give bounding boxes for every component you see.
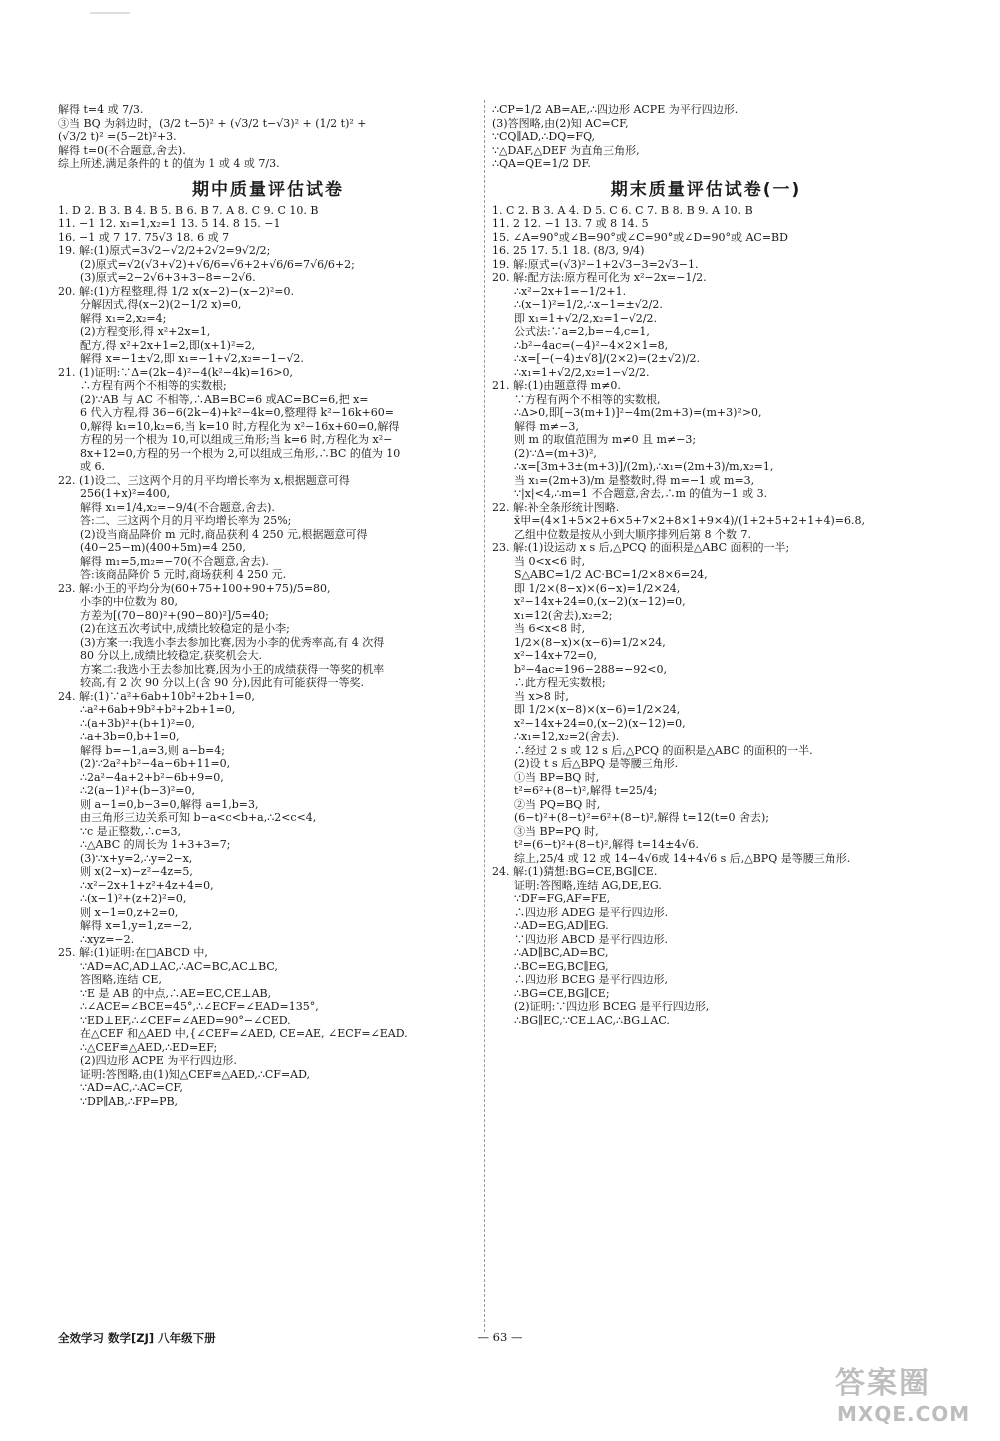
answer-line: ∵△DAF,△DEF 为直角三角形,: [492, 143, 640, 157]
answer-line: (2)在这五次考试中,成绩比较稳定的是小李;: [80, 622, 290, 635]
answer-line: 当 x>8 时,: [514, 689, 569, 703]
answer-line: 小李的中位数为 80,: [80, 595, 178, 608]
column-divider: [484, 100, 485, 1332]
answer-line: 由三角形三边关系可知 b−a<c<b+a,∴2<c<4,: [80, 811, 317, 824]
answer-line: ①当 BP=BQ 时,: [514, 770, 600, 784]
answer-line: 分解因式,得(x−2)(2−1/2 x)=0,: [80, 298, 242, 311]
section-title: 期末质量评估试卷(一): [610, 179, 802, 200]
answer-line: ∴x²−2x+1=−1/2+1.: [514, 284, 627, 298]
scan-mark: [90, 12, 130, 14]
answer-line: 解得 m₁=5,m₂=−70(不合题意,舍去).: [80, 554, 269, 568]
answer-line: 22. 解:补全条形统计图略.: [492, 500, 620, 514]
answer-line: ∵CQ∥AD,∴DQ=FQ,: [492, 130, 596, 143]
answer-line: 证明:答图略,由(1)知△CEF≌△AED,∴CF=AD,: [80, 1067, 311, 1081]
answer-line: (3)答图略,由(2)知 AC=CF,: [492, 116, 629, 130]
answer-line: t²=6²+(8−t)²,解得 t=25/4;: [514, 784, 658, 797]
answer-line: 公式法:∵a=2,b=−4,c=1,: [514, 325, 650, 338]
answer-line: 22. (1)设二、三这两个月的月平均增长率为 x,根据题意可得: [58, 473, 350, 487]
answer-line: ③当 BP=PQ 时,: [514, 824, 599, 838]
answer-line: 25. 解:(1)证明:在□ABCD 中,: [58, 946, 208, 959]
answer-line: (6−t)²+(8−t)²=6²+(8−t)²,解得 t=12(t=0 舍去);: [514, 811, 769, 824]
answer-line: ②当 PQ=BQ 时,: [514, 797, 601, 811]
answer-line: ∵|x|<4,∴m=1 不合题意,舍去,∴m 的值为−1 或 3.: [514, 487, 768, 500]
answer-line: ∴(x−1)²+(z+2)²=0,: [80, 892, 187, 905]
answer-line: 方差为[(70−80)²+(90−80)²]/5=40;: [80, 608, 269, 622]
answer-line: ∴四边形 BCEG 是平行四边形,: [514, 973, 669, 986]
answer-line: ∴△ABC 的周长为 1+3+3=7;: [80, 838, 231, 851]
answer-line: ∴a+3b=0,b+1=0,: [80, 730, 180, 743]
answer-line: 当 x₁=(2m+3)/m 是整数时,得 m=−1 或 m=3,: [514, 473, 755, 487]
answer-line: 当 6<x<8 时,: [514, 622, 586, 635]
answer-line: 1/2×(8−x)×(x−6)=1/2×24,: [514, 635, 666, 649]
answer-line: ∴AD=EG,AD∥EG.: [514, 919, 609, 932]
answer-line: (√3/2 t)² =(5−2t)²+3.: [58, 130, 177, 143]
answer-line: ∴x=[−(−4)±√8]/(2×2)=(2±√2)/2.: [514, 352, 700, 365]
answer-line: 综上,25/4 或 12 或 14−4√6或 14+4√6 s 后,△BPQ 是等腰三角形.: [514, 851, 851, 865]
answer-line: 或 6.: [80, 460, 105, 473]
answer-line: (2)四边形 ACPE 为平行四边形.: [80, 1054, 237, 1067]
answer-line: ∴2(a−1)²+(b−3)²=0,: [80, 784, 195, 797]
answer-line: ∵E 是 AB 的中点,∴AE=EC,CE⊥AB,: [80, 986, 272, 1000]
watermark-logo: [835, 1358, 975, 1432]
answer-line: 则 x−1=0,z+2=0,: [80, 905, 179, 919]
answer-line: 11. −1 12. x₁=1,x₂=1 13. 5 14. 8 15. −1: [58, 217, 281, 230]
answer-line: ∴BG=CE,BG∥CE;: [514, 986, 610, 1000]
answer-line: 19. 解:(1)原式=3√2−√2/2+2√2=9√2/2;: [58, 244, 271, 257]
answer-line: 在△CEF 和△AED 中,{∠CEF=∠AED, CE=AE, ∠ECF=∠EAD.: [80, 1027, 408, 1040]
watermark-url: MXQE.COM: [837, 1402, 971, 1426]
answer-line: ∴xyz=−2.: [80, 932, 135, 946]
answer-line: (2)设当商品降价 m 元时,商品获利 4 250 元,根据题意可得: [80, 527, 368, 541]
answer-line: x²−14x+72=0,: [514, 649, 597, 662]
answer-line: ∴QA=QE=1/2 DF.: [492, 157, 591, 170]
section-title: 期中质量评估试卷: [192, 179, 344, 200]
answer-line: 则 x(2−x)−z²−4z=5,: [80, 865, 193, 878]
answer-line: 答:该商品降价 5 元时,商场获利 4 250 元.: [80, 568, 287, 581]
answer-line: (2)设 t s 后△BPQ 是等腰三角形.: [514, 757, 679, 770]
answer-line: 20. 解:配方法:原方程可化为 x²−2x=−1/2.: [492, 271, 707, 284]
answer-line: 即 x₁=1+√2/2,x₂=1−√2/2.: [514, 311, 658, 325]
answer-line: b²−4ac=196−288=−92<0,: [514, 662, 667, 676]
answer-line: ∴经过 2 s 或 12 s 后,△PCQ 的面积是△ABC 的面积的一半.: [514, 743, 813, 757]
answer-line: 综上所述,满足条件的 t 的值为 1 或 4 或 7/3.: [58, 157, 280, 170]
answer-line: ∴∠ACE=∠BCE=45°,∴∠ECF=∠EAD=135°,: [80, 1000, 319, 1013]
answer-line: 解得 b=−1,a=3,则 a−b=4;: [80, 743, 225, 757]
answer-line: ∴2a²−4a+2+b²−6b+9=0,: [80, 770, 224, 784]
answer-line: 6 代入方程,得 36−6(2k−4)+k²−4k=0,整理得 k²−16k+60=: [80, 406, 394, 419]
answer-line: 解得 t=0(不合题意,舍去).: [58, 143, 186, 157]
answer-line: ∵方程有两个不相等的实数根,: [514, 392, 661, 406]
answer-line: (2)原式=√2(√3+√2)+√6/6=√6+2+√6/6=7√6/6+2;: [80, 257, 355, 271]
answer-line: ∴CP=1/2 AB=AE,∴四边形 ACPE 为平行四边形.: [492, 103, 739, 116]
answer-line: 23. 解:(1)设运动 x s 后,△PCQ 的面积是△ABC 面积的一半;: [492, 541, 790, 554]
answer-line: x²−14x+24=0,(x−2)(x−12)=0,: [514, 716, 686, 730]
answer-line: 21. (1)证明:∵Δ=(2k−4)²−4(k²−4k)=16>0,: [58, 365, 293, 379]
answer-line: 80 分以上,成绩比较稳定,获奖机会大.: [80, 649, 262, 662]
answer-line: t²=(6−t)²+(8−t)²,解得 t=14±4√6.: [514, 838, 699, 851]
answer-line: (3)∵x+y=2,∴y=2−x,: [80, 851, 193, 865]
answer-line: 方程的另一个根为 10,可以组成三角形;当 k=6 时,方程化为 x²−: [80, 433, 393, 446]
answer-line: (3)方案一:我选小李去参加比赛,因为小李的优秀率高,有 4 次得: [80, 635, 385, 649]
answer-line: (2)∵AB 与 AC 不相等,∴AB=BC=6 或AC=BC=6,把 x=: [80, 392, 369, 406]
answer-line: 当 0<x<6 时,: [514, 554, 586, 568]
answer-line: 23. 解:小王的平均分为(60+75+100+90+75)/5=80,: [58, 581, 331, 595]
answer-line: 答图略,连结 CE,: [80, 973, 162, 986]
answer-line: (3)原式=2−2√6+3+3−8=−2√6.: [80, 271, 256, 284]
answer-line: 21. 解:(1)由题意得 m≠0.: [492, 379, 621, 392]
answer-line: 解得 m≠−3,: [514, 419, 579, 433]
answer-line: ∴AD∥BC,AD=BC,: [514, 946, 609, 959]
answer-line: 19. 解:原式=(√3)²−1+2√3−3=2√3−1.: [492, 257, 699, 271]
answer-line: 1. C 2. B 3. A 4. D 5. C 6. C 7. B 8. B 9. A 10. B: [492, 203, 753, 217]
right-column: [492, 103, 920, 1027]
answer-line: 则 m 的取值范围为 m≠0 且 m≠−3;: [514, 433, 697, 446]
answer-line: ∴a²+6ab+9b²+b²+2b+1=0,: [80, 703, 236, 716]
answer-line: ③当 BQ 为斜边时，(3/2 t−5)² + (√3/2 t−√3)² + (1/2 t)² +: [58, 116, 367, 130]
answer-line: x₁=12(舍去),x₂=2;: [514, 608, 613, 622]
answer-line: (2)证明:∵四边形 BCEG 是平行四边形,: [514, 1000, 710, 1013]
answer-line: (40−25−m)(400+5m)=4 250,: [80, 541, 246, 554]
answer-line: ∴b²−4ac=(−4)²−4×2×1=8,: [514, 338, 669, 352]
answer-line: 较高,有 2 次 90 分以上(含 90 分),因此有可能获得一等奖.: [80, 676, 365, 689]
answer-line: ∵四边形 ABCD 是平行四边形.: [514, 932, 668, 946]
answer-line: ∴△CEF≌△AED,∴ED=EF;: [80, 1040, 218, 1054]
answer-line: ∴(x−1)²=1/2,∴x−1=±√2/2.: [514, 298, 663, 311]
answer-line: 配方,得 x²+2x+1=2,即(x+1)²=2,: [80, 338, 256, 352]
page-number: — 63 —: [477, 1330, 523, 1344]
watermark-text: 答案圈: [835, 1366, 931, 1401]
answer-line: ∴BG∥EC,∵CE⊥AC,∴BG⊥AC.: [514, 1013, 670, 1027]
answer-line: 答:二、三这两个月的月平均增长率为 25%;: [80, 514, 292, 527]
answer-line: ∴x₁=1+√2/2,x₂=1−√2/2.: [514, 365, 650, 379]
answer-line: ∵AD=AC,∴AC=CF,: [80, 1081, 183, 1094]
answer-line: ∴四边形 ADEG 是平行四边形.: [514, 905, 669, 919]
answer-line: 即 1/2×(x−8)×(x−6)=1/2×24,: [514, 703, 681, 716]
answer-line: 解得 x₁=1/4,x₂=−9/4(不合题意,舍去).: [80, 500, 275, 514]
left-column: [58, 103, 478, 1108]
answer-line: 乙组中位数是按从小到大顺序排列后第 8 个数 7.: [514, 527, 751, 541]
answer-line: 24. 解:(1)∵a²+6ab+10b²+2b+1=0,: [58, 689, 255, 703]
answer-line: ∵DP∥AB,∴FP=PB,: [80, 1094, 179, 1108]
answer-line: ∴方程有两个不相等的实数根;: [80, 379, 227, 392]
answer-line: 1. D 2. B 3. B 4. B 5. B 6. B 7. A 8. C 9. C 10. B: [58, 203, 319, 217]
answer-line: 证明:答图略,连结 AG,DE,EG.: [514, 878, 662, 892]
answer-line: x̄甲=(4×1+5×2+6×5+7×2+8×1+9×4)/(1+2+5+2+1+4)=6.8,: [514, 514, 865, 527]
answer-line: ∴x²−2x+1+z²+4z+4=0,: [80, 878, 214, 892]
answer-line: 解得 x=−1±√2,即 x₁=−1+√2,x₂=−1−√2.: [80, 352, 304, 365]
answer-line: 15. ∠A=90°或∠B=90°或∠C=90°或∠D=90°或 AC=BD: [492, 230, 788, 244]
answer-line: 16. −1 或 7 17. 75√3 18. 6 或 7: [58, 230, 230, 244]
answer-line: ∴Δ>0,即[−3(m+1)]²−4m(2m+3)=(m+3)²>0,: [514, 406, 762, 419]
answer-line: ∴x=[3m+3±(m+3)]/(2m),∴x₁=(2m+3)/m,x₂=1,: [514, 460, 774, 473]
answer-line: 8x+12=0,方程的另一个根为 2,可以组成三角形,∴BC 的值为 10: [80, 446, 401, 460]
answer-line: ∵ED⊥EF,∴∠CEF=∠AED=90°−∠CED.: [80, 1013, 291, 1027]
answer-line: ∴x₁=12,x₂=2(舍去).: [514, 730, 620, 743]
book-footer: 全效学习 数学[ZJ] 八年级下册: [58, 1331, 216, 1345]
answer-line: x²−14x+24=0,(x−2)(x−12)=0,: [514, 595, 686, 608]
answer-line: S△ABC=1/2 AC·BC=1/2×8×6=24,: [514, 568, 708, 581]
answer-line: ∵c 是正整数,∴c=3,: [80, 824, 182, 838]
answer-line: 解得 x₁=2,x₂=4;: [80, 311, 167, 325]
answer-line: (2)∵Δ=(m+3)²,: [514, 446, 597, 460]
answer-line: 解得 x=1,y=1,z=−2,: [80, 919, 193, 932]
answer-line: 11. 2 12. −1 13. 7 或 8 14. 5: [492, 217, 649, 230]
answer-line: 即 1/2×(8−x)×(6−x)=1/2×24,: [514, 581, 681, 595]
answer-line: 24. 解:(1)猜想:BG=CE,BG∥CE.: [492, 865, 658, 878]
answer-line: 20. 解:(1)方程整理,得 1/2 x(x−2)−(x−2)²=0.: [58, 284, 295, 298]
answer-line: ∵AD=AC,AD⊥AC,∴AC=BC,AC⊥BC,: [80, 959, 278, 973]
answer-line: 256(1+x)²=400,: [80, 487, 171, 500]
answer-line: 方案二:我选小王去参加比赛,因为小王的成绩获得一等奖的机率: [80, 662, 385, 676]
answer-line: (2)方程变形,得 x²+2x=1,: [80, 325, 211, 338]
answer-line: 0,解得 k₁=10,k₂=6,当 k=10 时,方程化为 x²−16x+60=0,解得: [80, 419, 400, 433]
answer-line: 16. 25 17. 5.1 18. (8/3, 9/4): [492, 244, 645, 257]
answer-line: 则 a−1=0,b−3=0,解得 a=1,b=3,: [80, 797, 259, 811]
answer-line: (2)∵2a²+b²−4a−6b+11=0,: [80, 757, 231, 770]
answer-line: ∵DF=FG,AF=FE,: [514, 892, 611, 905]
answer-line: 解得 t=4 或 7/3.: [58, 103, 144, 116]
answer-line: ∴BC=EG,BC∥EG,: [514, 959, 609, 973]
answer-line: ∴此方程无实数根;: [514, 676, 606, 689]
answer-line: ∴(a+3b)²+(b+1)²=0,: [80, 716, 195, 730]
